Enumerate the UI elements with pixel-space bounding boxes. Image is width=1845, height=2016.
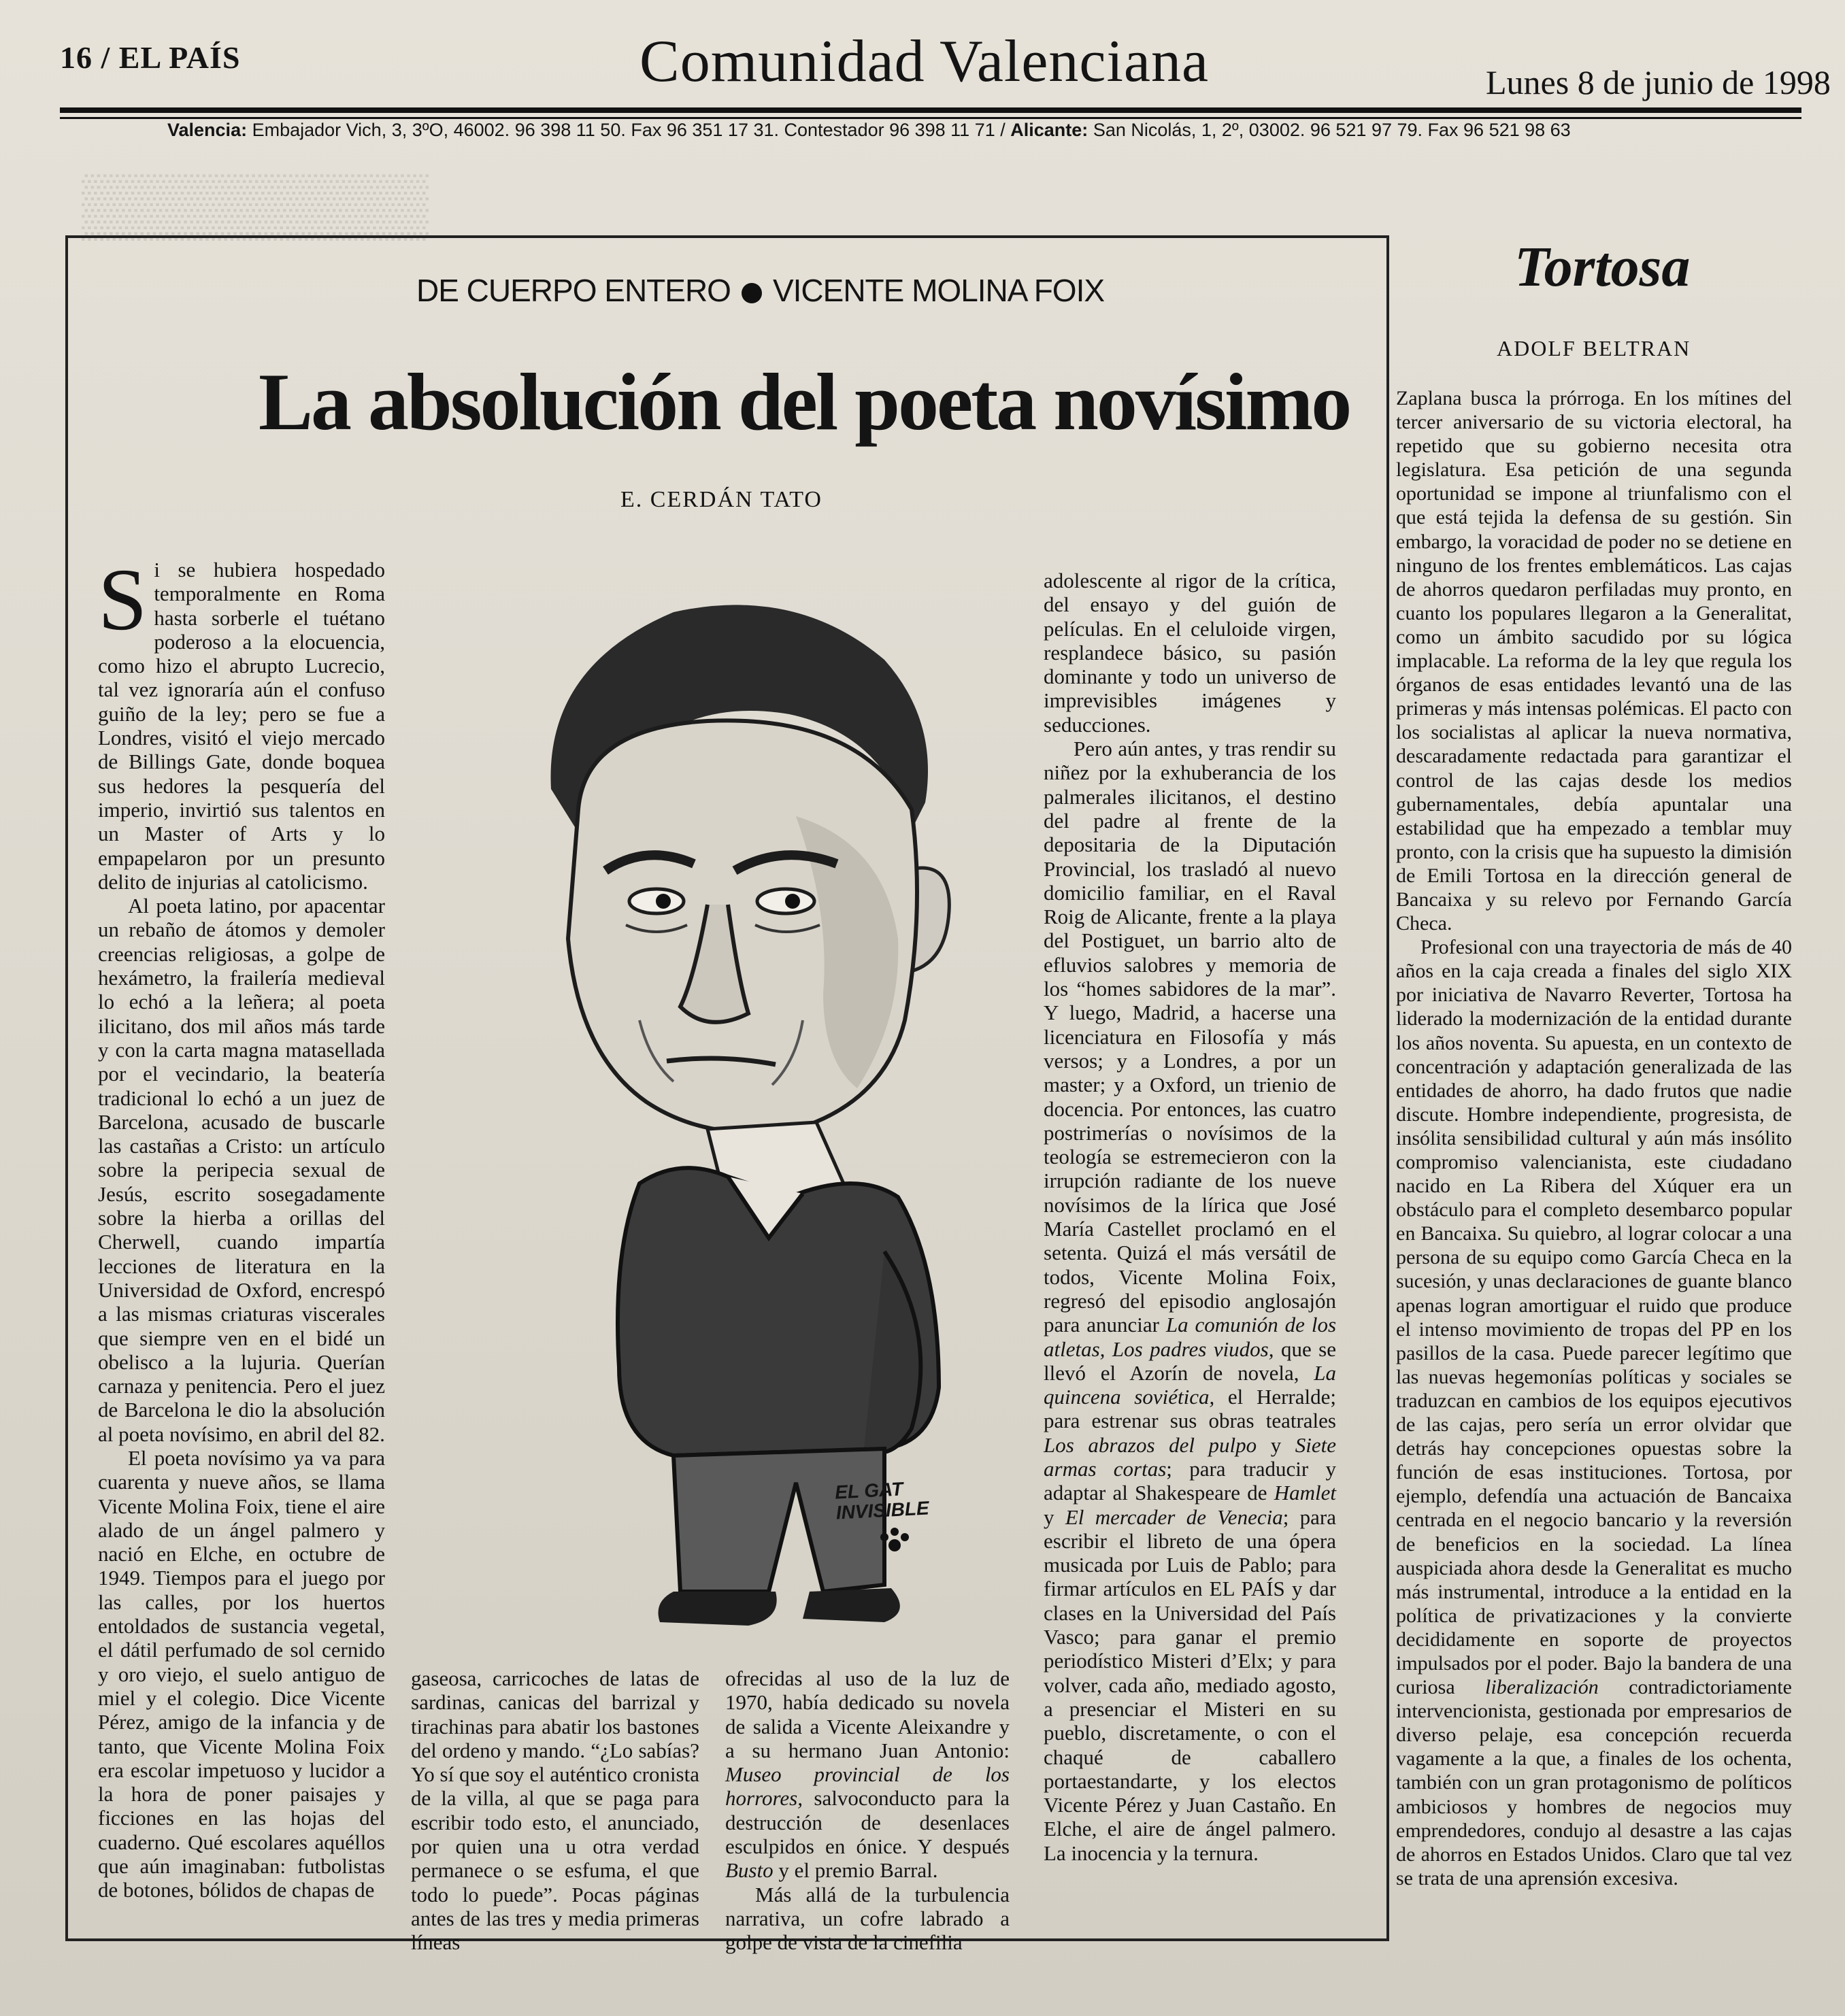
article-paragraph: El poeta novísimo ya va para cuarenta y nueve años, se llama Vicente Molina Foix, tiene el aire alado de un ángel palmero y nació en Elche, en octubre de 1949. Tiempos para el juego por las calles, por los huertos entoldados de sustancia vegetal, el dátil perfumado de sol cernido y oro viejo, el suelo antiguo de miel y el colegio. Dice Vicente Pérez, amigo de la infancia y de tanto, que Vicente Molina Foix era escolar impetuoso y lucidor a la hora de poner paisajes y ficciones en las hojas del cuaderno. Qué escolares aquéllos que aún imaginaban: futbolistas de botones, bólidos de chapas de (98, 1445, 385, 1902)
valencia-address: Embajador Vich, 3, 3ºO, 46002. 96 398 11 50. Fax 96 351 17 31. Contestador 96 398 11 71 / (252, 120, 1005, 140)
article-paragraph: Al poeta latino, por apacentar un rebaño de átomos y demoler creencias religiosas, a golpe de hexámetro, la frailería medieval lo echó a la leñera; al poeta ilicitano, dos mil años más tarde y con la carta magna matasellada por el vecindario, la beatería tradicional lo echó a un juez de Barcelona, acusado de buscarle las castañas a Cristo: un artículo sobre la peripecia sexual de Jesús, escrito sosegadamente sobre la hierba a orillas del Cherwell, cuando impartía lecciones de literatura en la Universidad de Oxford, encrespó a las mismas criaturas viscerales que siempre ven en el bidé un obelisco a la lujuria. Querían carnaza y penitencia. Pero el juez de Barcelona le dio la absolución al poeta novísimo, en abril del 82. (98, 894, 385, 1446)
article-column-3 (725, 1666, 1010, 1955)
bullet-dot-icon (742, 283, 762, 303)
alicante-address: San Nicolás, 1, 2º, 03002. 96 521 97 79. Fax 96 521 98 63 (1093, 120, 1571, 140)
article-kicker (416, 272, 1104, 309)
article-paragraph: Pero aún antes, y tras rendir su niñez por la exhuberancia de los palmerales ilicitanos, el destino del padre al frente de la depositaria de la Diputación Provincial, los trasladó al nuevo domicilio familiar, en el Raval Roig de Alicante, frente a la playa del Postiguet, un barrio alto de efluvios salobres y memoria de los “homes sabidores de la mar”. Y luego, Madrid, a hacerse una licenciatura en Filosofía y más versos; y a Londres, a por un master; y a Oxford, un trienio de docencia. Por entonces, las cuatro postrimerías o novísimos de la teología se estremecieron con la irrupción radiante de los nueve novísimos de la lírica que José María Castellet proclamó en el setenta. Quizá el más versátil de todos, Vicente Molina Foix, regresó del episodio anglosajón para anunciar La comunión de los atletas, Los padres viudos, que se llevó el Azorín de novela, La quincena soviética, el Herralde; para estrenar sus obras teatrales Los abrazos del pulpo y Siete armas cortas; para traducir y adaptar al Shakespeare de Hamlet y El mercader de Venecia; para escribir el libreto de una ópera musicada por Luis de Pablo; para firmar artículos en EL PAÍS y dar clases en la Universidad del País Vasco; para ganar el premio periodístico Misteri d’Elx; y para volver, cada año, mediado agosto, a presenciar el Misteri en su pueblo, discretamente, o con el chaqué de caballero portaestandarte, y los electos Vicente Pérez y Juan Castaño. En Elche, el aire de ángel palmero. La inocencia y la ternura. (1044, 737, 1337, 1865)
section-title: Comunidad Valenciana (639, 29, 1210, 95)
issue-date: Lunes 8 de junio de 1998 (1486, 63, 1831, 101)
article-column-2 (411, 1666, 699, 1955)
article-headline: La absolución del poeta novísimo (259, 356, 1350, 447)
kicker-subject: VICENTE MOLINA FOIX (772, 273, 1105, 308)
article-column-4 (1044, 569, 1336, 1865)
caricature-illustration (503, 585, 980, 1649)
sidebar-paragraph: Zaplana busca la prórroga. En los mítines del tercer aniversario de su victoria electoral, ha repetido que su gobierno necesita otra legislatura. Esa petición de una segunda oportunidad se impone al triunfalismo con el que está tejida la defensa de su gestión. Sin embargo, la voracidad de poder no se detiene en ninguno de los frentes emblemáticos. Las cajas de ahorros quedaron perfiladas muy pronto, en cuanto los populares llegaron a la Generalitat, como un ámbito sacudido por su lógica implacable. La reforma de la ley que regula los órganos de esas entidades levantó una de las primeras y más intensas polémicas. El pacto con los socialistas al aplicar la nueva normativa, descaradamente redactada para garantizar el control de las cajas desde los medios gubernamentales, debía apuntalar una estabilidad que ha empezado a temblar muy pronto, con la crisis que ha supuesto la dimisión de Emili Tortosa en la dirección general de Bancaixa y su relevo por Fernando García Checa. (1396, 387, 1792, 935)
contact-line (167, 120, 1571, 141)
sidebar-author: ADOLF BELTRAN (1497, 336, 1691, 360)
valencia-label: Valencia: (167, 120, 248, 140)
sidebar-title: Tortosa (1514, 235, 1691, 299)
masthead-rule-thick (60, 107, 1801, 113)
masthead-rule-thin (60, 117, 1801, 119)
article-paragraph: ofrecidas al uso de la luz de 1970, había dedicado su novela de salida a Vicente Aleixandre y a su hermano Juan Antonio: Museo provincial de los horrores, salvoconducto para la destrucción de desenlaces esculpidos en ónice. Y después Busto y el premio Barral. (725, 1666, 1010, 1883)
sidebar-paragraph: Profesional con una trayectoria de más de 40 años en la caja creada a finales del siglo XIX por iniciativa de Navarro Reverter, Tortosa ha liderado la modernización de la entidad durante los años noventa. Su apuesta, en un contexto de concentración y adaptación generalizada de las entidades de ahorro, ha dado frutos que nadie discute. Hombre independiente, progresista, de insólita sensibilidad cultural y aún más insólito compromiso valencianista, este ciudadano nacido en La Ribera del Xúquer era un obstáculo para el completo desembarco popular en Bancaixa. Su quiebro, al lograr colocar a una persona de su equipo como García Checa en la sucesión, y unas declaraciones de guante blanco apenas logran amortiguar el ruido que produce el intenso movimiento de tropas del PP en los pasillos de la casa. Puede parecer legítimo que las nuevas hegemonías políticas y sociales se traduzcan en cambios de los equipos ejecutivos de las cajas, pero sería un error olvidar que detrás hay concepciones opuestas sobre la función de esas instituciones. Tortosa, por ejemplo, defendía una actuación de Bancaixa centrada en el negocio bancario y la reversión de beneficios en la sociedad. La línea auspiciada ahora desde la Generalitat es mucho más instrumental, introduce a la entidad en la política de privatizaciones y la convierte decididamente en soporte de proyectos impulsados por el poder. Bajo la bandera de una curiosa liberalización contradictoriamente intervencionista, gestionada por empresarios de diverso pelaje, esa concepción recuerda vagamente a la que, a finales de los ochenta, también con un gran protagonismo de políticos ambiciosos y hombres de negocios muy emprendedores, condujo al desastre a las cajas de ahorros en Estados Unidos. Claro que tal vez se trata de una aprensión excesiva. (1396, 936, 1792, 1889)
article-column-1 (98, 551, 385, 1902)
sidebar-column (1396, 386, 1792, 1890)
article-paragraph: Más allá de la turbulencia narrativa, un cofre labrado a golpe de vista de la cinefilia (725, 1882, 1010, 1955)
article-paragraph: Si se hubiera hospedado temporalmente en Roma hasta sorberle el tuétano poderoso a la elocuencia, como hizo el abrupto Lucrecio, tal vez ignoraría aún el confuso guiño de la ley; pero se fue a Londres, visitó el viejo mercado de Billings Gate, donde boquea sus hedores la pesquería del imperio, invirtió sus talentos en un Master of Arts y lo empapelaron por un presunto delito de injurias al catolicismo. (98, 551, 385, 894)
alicante-label: Alicante: (1010, 120, 1088, 140)
bleed-through-shadow: ▒▒▒▒▒▒▒▒ (82, 171, 429, 239)
article-byline: E. CERDÁN TATO (620, 487, 822, 512)
page-label: 16 / EL PAÍS (60, 40, 241, 75)
article-paragraph: adolescente al rigor de la crítica, del ensayo y del guión de películas. En el celuloide virgen, resplandece básico, su pasión dominante y todo un universo de imprevisibles imágenes y seducciones. (1044, 569, 1336, 737)
article-paragraph: gaseosa, carricoches de latas de sardinas, canicas del barrizal y tirachinas para abatir los bastones del ordeno y mando. “¿Lo sabías? Yo sí que soy el auténtico cronista de la villa, al que se paga para escribir todo esto, el anunciado, por quien una u otra verdad permanece o se esfuma, el que todo lo puede”. Pocas páginas antes de las tres y media primeras líneas (411, 1666, 699, 1955)
kicker-section: DE CUERPO ENTERO (416, 273, 731, 308)
illustrator-signature: EL GAT INVISIBLE (834, 1478, 930, 1524)
drop-cap: S (98, 551, 148, 649)
